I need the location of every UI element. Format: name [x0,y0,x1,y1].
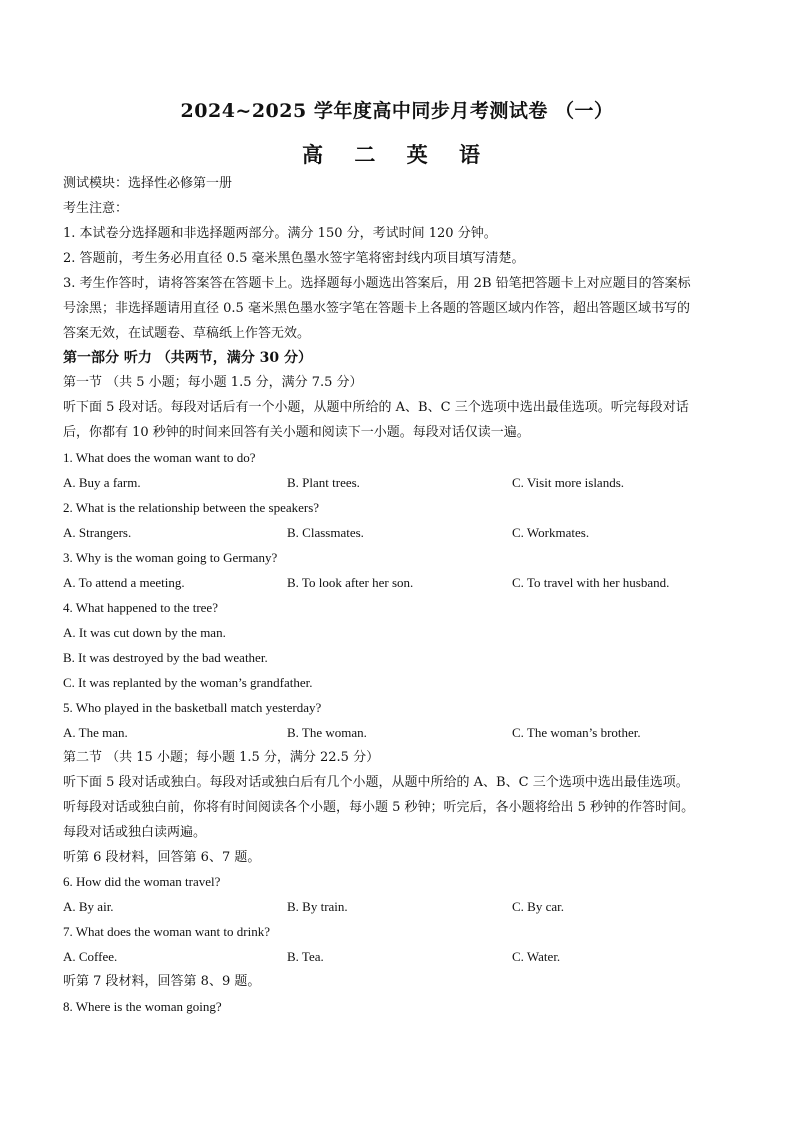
question-3-option-b: B. To look after her son. [287,575,414,590]
material-6-instruction: 听第 6 段材料，回答第 6、7 题。 [63,850,261,865]
section2-heading: 第二节 （共 15 小题；每小题 1.5 分，满分 22.5 分） [63,750,380,765]
question-6-option-a: A. By air. [63,899,114,914]
question-1-option-c: C. Visit more islands. [512,475,625,490]
question-4-option-b: B. It was destroyed by the bad weather. [63,650,268,665]
question-3-stem: 3. Why is the woman going to Germany? [63,550,278,565]
note-1: 1. 本试卷分选择题和非选择题两部分。满分 150 分，考试时间 120 分钟。 [63,226,497,241]
question-3-option-c: C. To travel with her husband. [512,575,670,590]
question-5-stem: 5. Who played in the basketball match yesterday? [63,700,322,715]
question-2-option-b: B. Classmates. [287,525,364,540]
notice-heading: 考生注意： [63,201,129,216]
question-2-option-a: A. Strangers. [63,525,132,540]
question-8-stem: 8. Where is the woman going? [63,999,222,1014]
note-2: 2. 答题前，考生务必用直径 0.5 毫米黑色墨水签字笔将密封线内项目填写清楚。 [63,251,525,266]
question-4-option-c: C. It was replanted by the woman’s grandfather. [63,675,313,690]
note-3-line-2: 号涂黑；非选择题请用直径 0.5 毫米黑色墨水签字笔在答题卡上各题的答题区域内作答，超出答题区域书写的 [63,301,690,316]
question-1-stem: 1. What does the woman want to do? [63,450,256,465]
section2-instructions-3: 每段对话或独白读两遍。 [63,825,207,840]
section1-instructions-2: 后，你都有 10 秒钟的时间来回答有关小题和阅读下一小题。每段对话仅读一遍。 [63,425,530,440]
question-7-stem: 7. What does the woman want to drink? [63,924,270,939]
part1-heading: 第一部分 听力 （共两节，满分 30 分） [63,350,312,366]
question-3-option-a: A. To attend a meeting. [63,575,185,590]
question-4-stem: 4. What happened to the tree? [63,600,218,615]
question-6-option-b: B. By train. [287,899,348,914]
question-7-option-c: C. Water. [512,949,561,964]
section2-instructions-2: 听每段对话或独白前，你将有时间阅读各个小题，每小题 5 秒钟；听完后，各小题将给出 5 秒钟的作答时间。 [63,800,695,815]
question-2-stem: 2. What is the relationship between the speakers? [63,500,320,515]
question-7-option-b: B. Tea. [287,949,324,964]
section2-instructions-1: 听下面 5 段对话或独白。每段对话或独白后有几个小题，从题中所给的 A、B、C 三个选项中选出最佳选项。 [63,775,689,790]
question-7-option-a: A. Coffee. [63,949,118,964]
note-3-line-3: 答案无效，在试题卷、草稿纸上作答无效。 [63,326,311,341]
exam-subject: 高 二 英 语 [302,142,492,167]
question-5-option-b: B. The woman. [287,725,367,740]
question-1-option-b: B. Plant trees. [287,475,360,490]
question-1-option-a: A. Buy a farm. [63,475,141,490]
question-5-option-a: A. The man. [63,725,128,740]
section1-instructions-1: 听下面 5 段对话。每段对话后有一个小题，从题中所给的 A、B、C 三个选项中选出最佳选项。听完每段对话 [63,400,689,415]
question-4-option-a: A. It was cut down by the man. [63,625,226,640]
note-3-line-1: 3. 考生作答时，请将答案答在答题卡上。选择题每小题选出答案后，用 2B 铅笔把答题卡上对应题目的答案标 [63,276,691,291]
exam-title: 2024~2025 学年度高中同步月考测试卷 （一） [180,100,614,122]
question-6-option-c: C. By car. [512,899,564,914]
test-module: 测试模块：选择性必修第一册 [63,176,233,191]
question-2-option-c: C. Workmates. [512,525,590,540]
question-5-option-c: C. The woman’s brother. [512,725,641,740]
question-6-stem: 6. How did the woman travel? [63,874,221,889]
material-7-instruction: 听第 7 段材料，回答第 8、9 题。 [63,974,261,989]
section1-heading: 第一节 （共 5 小题；每小题 1.5 分，满分 7.5 分） [63,375,363,390]
